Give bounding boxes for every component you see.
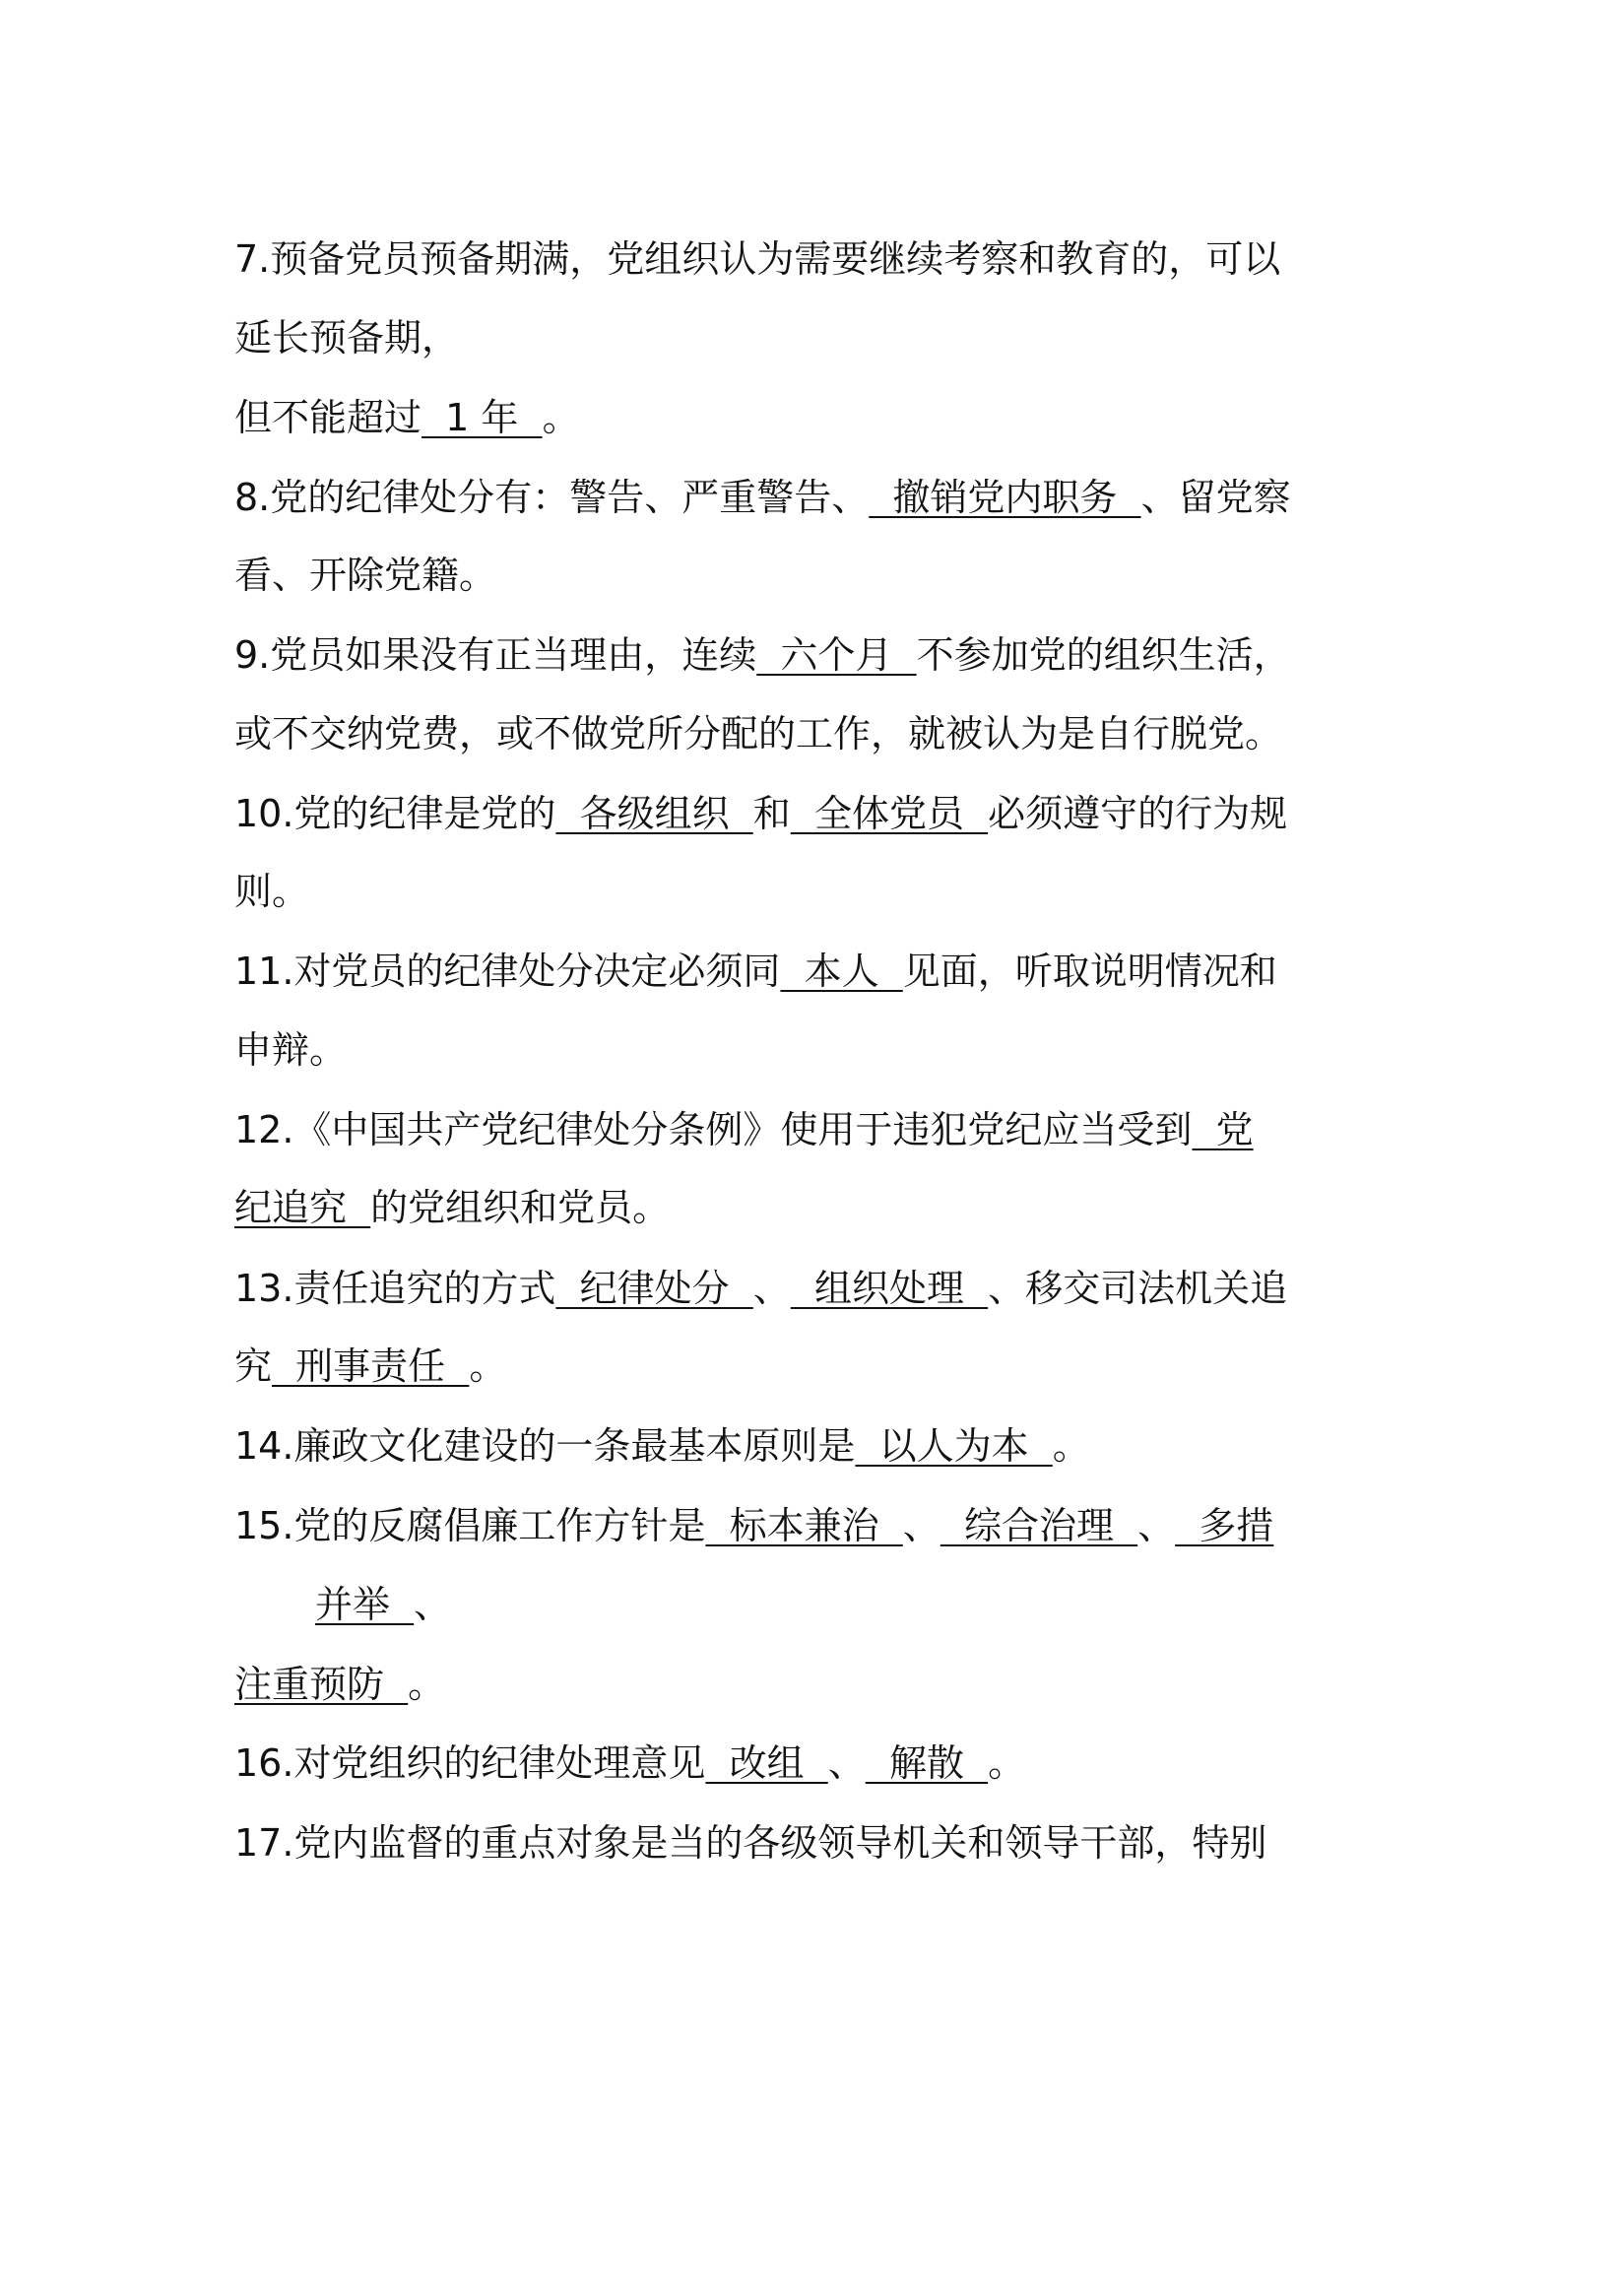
- text-segment: 17.党内监督的重点对象是当的各级领导机关和领导干部，特别: [234, 1821, 1267, 1865]
- text-line: [234, 945, 1416, 998]
- text-segment: 见面，听取说明情况和: [902, 950, 1277, 993]
- text-segment: 、: [752, 1267, 791, 1310]
- answer-blank: 1 年: [421, 396, 543, 439]
- text-line: [234, 1419, 1416, 1473]
- text-line: [234, 1499, 1416, 1552]
- answer-blank: 党: [1192, 1108, 1254, 1151]
- text-segment: 、移交司法机关追: [988, 1267, 1288, 1310]
- text-segment: 申辩。: [234, 1028, 348, 1072]
- text-line: [315, 1578, 1497, 1631]
- text-segment: 、: [827, 1741, 866, 1785]
- answer-blank: 多措: [1175, 1504, 1274, 1547]
- text-segment: 。: [1052, 1424, 1090, 1468]
- answer-blank: 撤销党内职务: [869, 476, 1141, 519]
- answer-blank: 全体党员: [790, 792, 989, 835]
- answer-blank: 纪律处分: [555, 1267, 753, 1310]
- text-segment: 7.预备党员预备期满，党组织认为需要继续考察和教育的，可以: [234, 237, 1281, 281]
- text-segment: 15.党的反腐倡廉工作方针是: [234, 1504, 706, 1547]
- text-line: [234, 707, 1416, 760]
- text-segment: 、: [902, 1504, 940, 1547]
- answer-blank: 以人为本: [855, 1424, 1053, 1468]
- text-segment: 。: [469, 1345, 507, 1388]
- text-line: [234, 1816, 1416, 1870]
- text-segment: 10.党的纪律是党的: [234, 792, 556, 835]
- text-segment: 13.责任追究的方式: [234, 1267, 556, 1310]
- text-segment: 看、开除党籍。: [234, 554, 497, 597]
- answer-blank: 六个月: [756, 633, 917, 677]
- text-segment: 或不交纳党费，或不做党所分配的工作，就被认为是自行脱党。: [234, 712, 1283, 755]
- text-segment: 11.对党员的纪律处分决定必须同: [234, 950, 781, 993]
- text-segment: 延长预备期，: [234, 316, 460, 360]
- text-line: [234, 1658, 1416, 1711]
- text-segment: 的党组织和党员。: [370, 1186, 671, 1229]
- text-line: [234, 232, 1416, 286]
- text-segment: 、: [1137, 1504, 1176, 1547]
- text-segment: 必须遵守的行为规: [988, 792, 1288, 835]
- text-line: [234, 1181, 1416, 1234]
- text-segment: 和: [752, 792, 791, 835]
- answer-blank: 解散: [865, 1741, 989, 1785]
- answer-blank: 刑事责任: [272, 1345, 470, 1388]
- text-segment: 、: [414, 1583, 452, 1626]
- answer-blank: 各级组织: [555, 792, 753, 835]
- answer-blank: 注重预防: [234, 1663, 409, 1706]
- text-line: [234, 628, 1416, 682]
- text-segment: 。: [408, 1663, 446, 1706]
- answer-blank: 并举: [315, 1583, 415, 1626]
- answer-blank: 综合治理: [940, 1504, 1138, 1547]
- answer-blank: 本人: [780, 950, 903, 993]
- text-segment: 。: [988, 1741, 1026, 1785]
- text-line: [234, 549, 1416, 602]
- text-segment: 不参加党的组织生活，: [916, 633, 1291, 677]
- text-segment: 则。: [234, 870, 310, 913]
- text-line: [234, 471, 1416, 524]
- text-line: [234, 1340, 1416, 1393]
- text-line: [234, 1103, 1416, 1156]
- answer-blank: 标本兼治: [705, 1504, 903, 1547]
- text-segment: 究: [234, 1345, 273, 1388]
- text-line: [234, 1737, 1416, 1790]
- text-line: [234, 1023, 1416, 1077]
- text-segment: 14.廉政文化建设的一条最基本原则是: [234, 1424, 856, 1468]
- text-segment: 、留党察: [1140, 476, 1291, 519]
- answer-blank: 纪追究: [234, 1186, 371, 1229]
- text-line: [234, 787, 1416, 840]
- text-segment: 16.对党组织的纪律处理意见: [234, 1741, 706, 1785]
- text-segment: 9.党员如果没有正当理由，连续: [234, 633, 757, 677]
- text-segment: 12.《中国共产党纪律处分条例》使用于违犯党纪应当受到: [234, 1108, 1193, 1151]
- text-line: [234, 391, 1416, 444]
- text-line: [234, 311, 1416, 364]
- answer-blank: 改组: [705, 1741, 828, 1785]
- text-segment: 8.党的纪律处分有：警告、严重警告、: [234, 476, 870, 519]
- text-line: [234, 1262, 1416, 1315]
- text-segment: 。: [542, 396, 580, 439]
- answer-blank: 组织处理: [790, 1267, 989, 1310]
- text-segment: 但不能超过: [234, 396, 422, 439]
- text-line: [234, 865, 1416, 918]
